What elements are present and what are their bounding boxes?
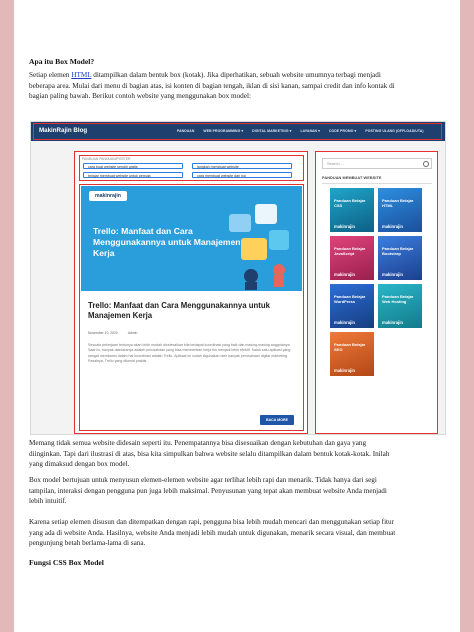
featured-link: belajar membuat website untuk pemula [83,172,183,178]
paragraph-box-model-purpose: Box model bertujuan untuk menyusun elemen-elemen website agar terlihat lebih rapi dan menarik. Tidak hanya dari segi tampilan, interaksi dengan pengguna pun juga lebih maksimal. Penyusunan yang tepat akan membuat website Anda menjadi lebih intuitif. [29,476,387,506]
thumb-css [330,188,374,232]
featured-title: PANDUAN PANDUAN/POSTER [82,157,131,161]
makinrajin-logo: makinrajin [89,191,127,201]
thumb-label: Panduan Belajar Web Hosting [382,294,414,304]
article-title: Trello: Manfaat dan Cara Menggunakannya untuk Manajemen Kerja [88,301,270,320]
paragraph-not-all-websites: Memang tidak semua website didesain seperti itu. Penempatannya bisa disesuaikan dengan kebutuhan dan gaya yang diinginkan. Tapi dari ilustrasi di atas, bisa kita simpulkan bahwa website selalu ditampilkan dalam bentuk kotak-kotak. Inilah yang dimaksud dengan box model. [29,439,390,469]
thumb-label: Panduan Belajar SEO [334,342,366,352]
example-nav-item: PANDUAN [177,129,195,133]
website-example-screenshot [30,121,446,435]
sidebar-box [315,151,438,434]
article-excerpt: Sesuatu pekerjaan tentunya akan lebih mudah diselesaikan bila terdapat koordinasi yang baik dan masing-masing anggotanya. Saat ini, banyak diantaranya adalah perusahaan yang bisa memberikan kerja tim menjadi lebih efektif. Salah satu aplikasi yang sangat membantu dalam hal koordinasi adalah Trello. Aplikasi ini sudah digunakan oleh banyak perusahaan digital marketing. Pasalnya, Trello yang dikenal praktis. [88,343,291,364]
intro-text-rest: ditampilkan dalam bentuk box (kotak). Jika diperhatikan, sebuah website umumnya terbagi menjadi beberapa area. Mulai dari menu di bagian atas, isi konten di bagian tengah, iklan di sisi kanan, sampai credit dan info kontak di bagian paling bawah. Berikut contoh website yang menggunakan box model: [29,71,395,101]
thumb-javascript [330,236,374,280]
thumb-brand: makinrajin [334,368,355,373]
widget-title: PANDUAN MEMBUAT WEBSITE [322,176,382,180]
intro-text-start: Setiap elemen [29,71,72,79]
article-hero-image [81,186,302,291]
example-nav-item: LAYANAN ▾ [300,129,320,133]
thumb-web-hosting [378,284,422,328]
example-brand: MakinRajin Blog [39,127,88,134]
document-page [14,0,460,632]
thumb-bootstrap [378,236,422,280]
article-card [79,184,304,431]
paragraph-user-benefit: Karena setiap elemen disusun dan ditempatkan dengan rapi, pengguna bisa lebih mudah mencari dan menggunakan setiap fitur yang ada di website Anda. Hasilnya, website Anda menjadi lebih mudah untuk digunakan, menarik secara visual, dan membuat pengunjung betah berlama-lama di sana. [29,518,396,548]
thumb-html [378,188,422,232]
thumb-brand: makinrajin [334,224,355,229]
featured-link: cara buat website sendiri gratis [83,163,183,169]
intro-paragraph [29,70,399,102]
thumb-brand: makinrajin [334,272,355,277]
thumb-seo [330,332,374,376]
thumb-label: Panduan Belajar JavaScript [334,246,366,256]
heading-box-model: Apa itu Box Model? [29,57,95,66]
thumb-label: Panduan Belajar HTML [382,198,414,208]
featured-links-box [79,155,304,181]
example-navbar [31,122,445,141]
read-more-button: BACA MORE [260,415,294,425]
thumb-brand: makinrajin [382,224,403,229]
thumb-brand: makinrajin [382,272,403,277]
example-nav-item: POSTING ULANG (OFFLOAD/UTA) [365,129,424,133]
sidebar-search [322,158,432,169]
featured-link: cara membuat website dari nol [192,172,292,178]
thumb-brand: makinrajin [382,320,403,325]
search-icon [423,161,429,167]
hero-title: Trello: Manfaat dan Cara Menggunakannya untuk Manajemen Kerja [93,226,241,258]
heading-fungsi-css-box-model: Fungsi CSS Box Model [29,558,104,567]
main-content-box [74,151,308,434]
article-meta [88,331,137,335]
example-nav-item: DIGITAL MARKETING ▾ [252,129,292,133]
thumb-label: Panduan Belajar WordPress [334,294,366,304]
thumb-label: Panduan Belajar Bootstrap [382,246,414,256]
widget-divider [322,183,432,184]
example-nav-item: WEB PROGRAMMING ▾ [203,129,244,133]
thumb-label: Panduan Belajar CSS [334,198,366,208]
thumb-brand: makinrajin [334,320,355,325]
search-placeholder: Search ... [327,161,345,166]
featured-link: langkah membuat website [192,163,292,169]
article-date: November 10, 2020 [88,331,118,335]
example-nav-menu [177,129,424,133]
html-link[interactable]: HTML [71,71,92,79]
article-author: Admin [127,331,138,335]
thumb-wordpress [330,284,374,328]
example-nav-item: CODE PROMO ▾ [328,129,357,133]
